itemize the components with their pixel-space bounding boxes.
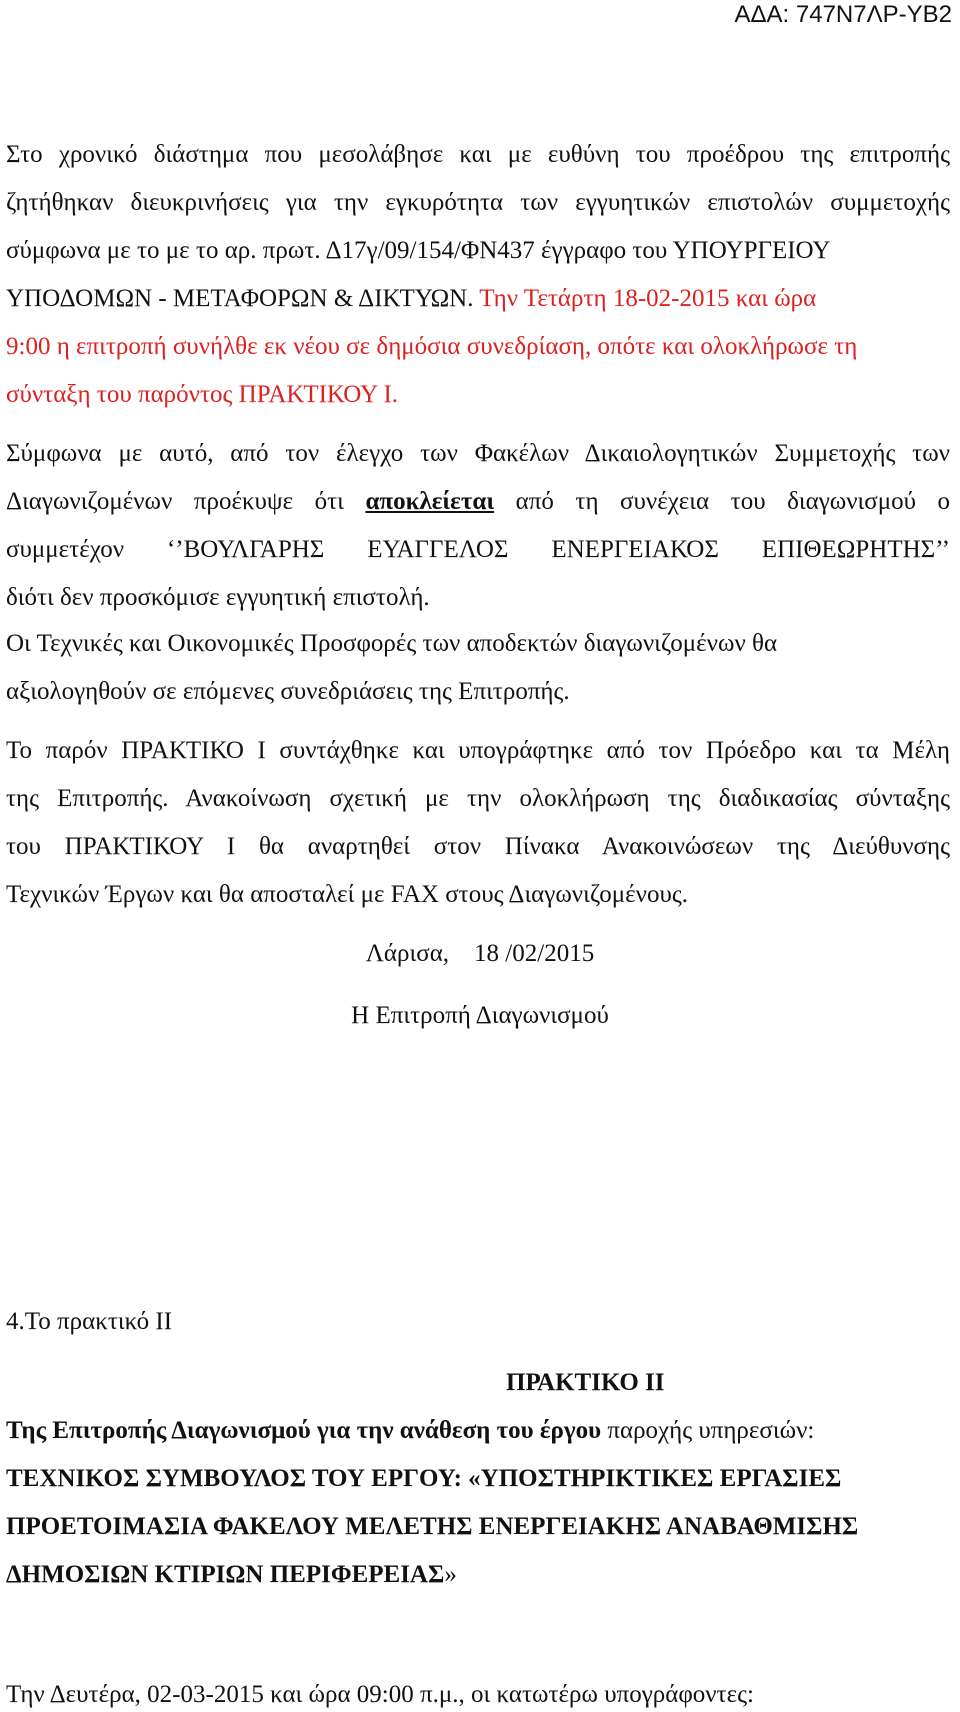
p2-line-2 bbox=[6, 486, 950, 518]
p4-line-2: της Επιτροπής. Ανακοίνωση σχετική με την ολοκλήρωση της διαδικασίας σύνταξης bbox=[6, 785, 950, 812]
p1-line-4-ministry: ΥΠΟΔΟΜΩΝ - ΜΕΤΑΦΟΡΩΝ & ΔΙΚΤΥΩΝ. bbox=[6, 285, 474, 312]
p1-line-1: Στο χρονικό διάστημα που μεσολάβησε και με ευθύνη του προέδρου της επιτροπής bbox=[6, 141, 950, 168]
p4-line-1: Το παρόν ΠΡΑΚΤΙΚΟ Ι συντάχθηκε και υπογράφτηκε από τον Πρόεδρο και τα Μέλη bbox=[6, 737, 950, 764]
project-line-3-end: » bbox=[444, 1561, 457, 1588]
p1-line-4 bbox=[6, 283, 816, 315]
p2-line-1: Σύμφωνα με αυτό, από τον έλεγχο των Φακέλων Δικαιολογητικών Συμμετοχής των bbox=[6, 440, 950, 467]
section-subtitle-rest: παροχής υπηρεσιών: bbox=[601, 1417, 815, 1444]
committee-name: Η Επιτροπή Διαγωνισμού bbox=[351, 1002, 609, 1029]
section-subtitle bbox=[6, 1415, 814, 1447]
project-line-2: ΠΡΟΕΤΟΙΜΑΣΙΑ ΦΑΚΕΛΟΥ ΜΕΛΕΤΗΣ ΕΝΕΡΓΕΙΑΚΗΣ ΑΝΑΒΑΘΜΙΣΗΣ bbox=[6, 1513, 859, 1540]
place-date: Λάρισα, 18 /02/2015 bbox=[365, 940, 595, 967]
p1-line-2: ζητήθηκαν διευκρινήσεις για την εγκυρότητα των εγγυητικών επιστολών συμμετοχής bbox=[6, 189, 950, 216]
meeting-line: Την Δευτέρα, 02-03-2015 και ώρα 09:00 π.μ., οι κατωτέρω υπογράφοντες: bbox=[6, 1681, 754, 1708]
p1-line-3: σύμφωνα με το με το αρ. πρωτ. Δ17γ/09/154/ΦΝ437 έγγραφο του ΥΠΟΥΡΓΕΙΟΥ bbox=[6, 237, 831, 264]
p2-line-4: διότι δεν προσκόμισε εγγυητική επιστολή. bbox=[6, 584, 430, 611]
p2-line-2-end: από τη συνέχεια του διαγωνισμού ο bbox=[515, 488, 951, 515]
ada-code: ΑΔΑ: 747Ν7ΛΡ-ΥΒ2 bbox=[734, 1, 952, 28]
p2-line-2-start: Διαγωνιζομένων προέκυψε ότι bbox=[6, 488, 344, 515]
p4-line-3: του ΠΡΑΚΤΙΚΟΥ Ι θα αναρτηθεί στον Πίνακα Ανακοινώσεων της Διεύθυνσης bbox=[6, 833, 950, 860]
project-line-1: ΤΕΧΝΙΚΟΣ ΣΥΜΒΟΥΛΟΣ ΤΟΥ ΕΡΓΟΥ: «ΥΠΟΣΤΗΡΙΚΤΙΚΕΣ ΕΡΓΑΣΙΕΣ bbox=[6, 1465, 842, 1492]
p4-line-4: Τεχνικών Έργων και θα αποσταλεί με FAX στους Διαγωνιζομένους. bbox=[6, 881, 688, 908]
project-line-3-bold: ΔΗΜΟΣΙΩΝ ΚΤΙΡΙΩΝ ΠΕΡΙΦΕΡΕΙΑΣ bbox=[6, 1561, 445, 1588]
p2-line-3: συμμετέχον ‘’ΒΟΥΛΓΑΡΗΣ ΕΥΑΓΓΕΛΟΣ ΕΝΕΡΓΕΙΑΚΟΣ ΕΠΙΘΕΩΡΗΤΗΣ’’ bbox=[6, 536, 950, 563]
p1-line-4-date: Την Τετάρτη 18-02-2015 και ώρα bbox=[473, 285, 817, 312]
p3-line-2: αξιολογηθούν σε επόμενες συνεδριάσεις της Επιτροπής. bbox=[6, 678, 570, 705]
excluded-word: αποκλείεται bbox=[365, 488, 495, 515]
project-line-3 bbox=[6, 1559, 457, 1591]
p1-line-6: σύνταξη του παρόντος ΠΡΑΚΤΙΚΟΥ Ι. bbox=[6, 381, 399, 408]
p1-line-5: 9:00 η επιτροπή συνήλθε εκ νέου σε δημόσια συνεδρίαση, οπότε και ολοκλήρωσε τη bbox=[6, 333, 858, 360]
section-heading: 4.Το πρακτικό ΙΙ bbox=[6, 1308, 173, 1335]
section-title: ΠΡΑΚΤΙΚΟ ΙΙ bbox=[506, 1369, 665, 1396]
section-subtitle-bold: Της Επιτροπής Διαγωνισμού για την ανάθεση του έργου bbox=[6, 1417, 602, 1444]
p3-line-1: Οι Τεχνικές και Οικονομικές Προσφορές των αποδεκτών διαγωνιζομένων θα bbox=[6, 630, 778, 657]
